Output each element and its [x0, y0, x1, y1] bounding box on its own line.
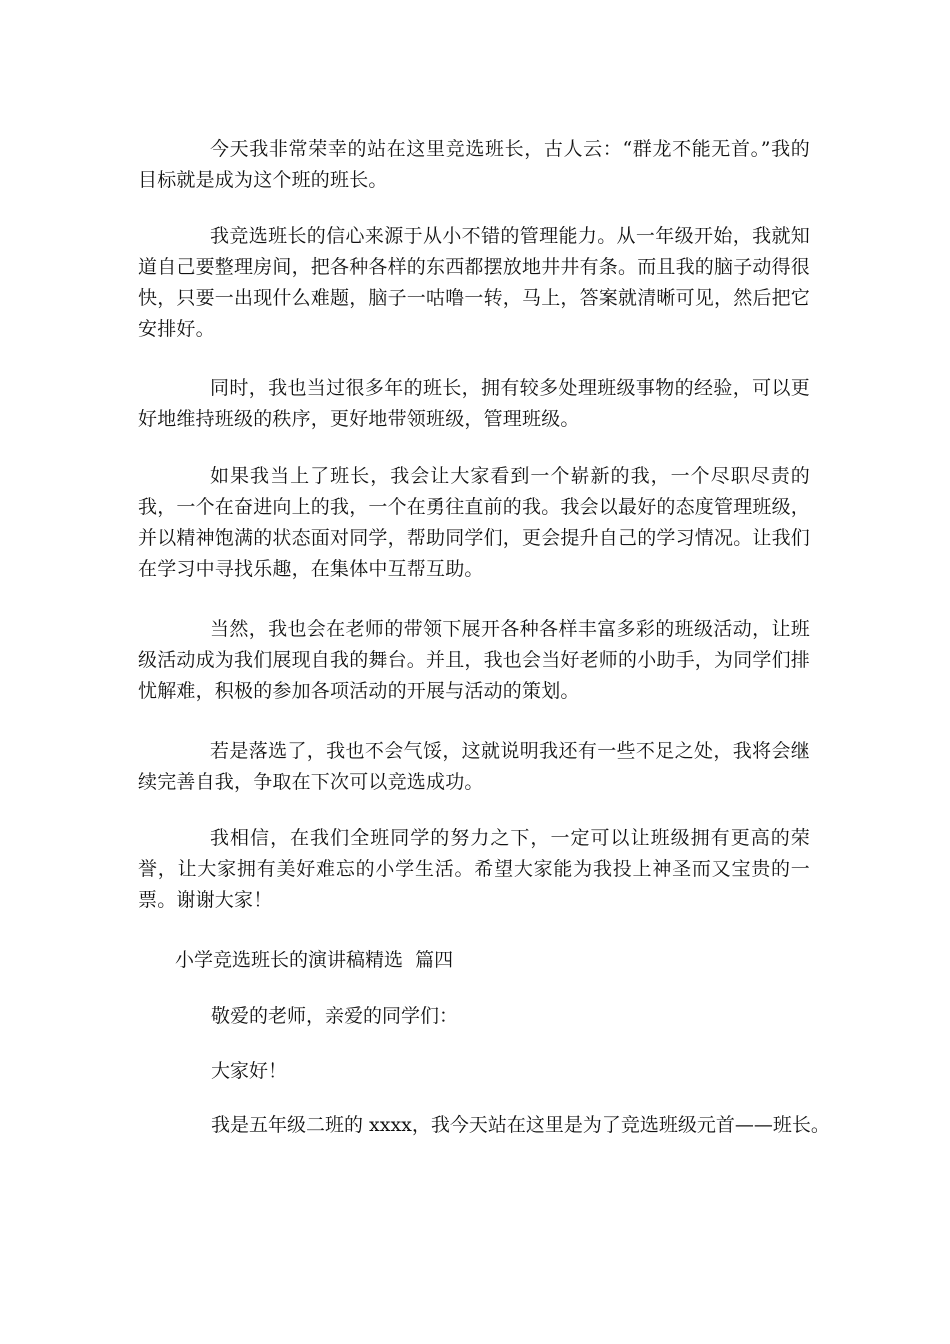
paragraph-goal: 今天我非常荣幸的站在这里竞选班长，古人云：“群龙不能无首。”我的目标就是成为这个班的班长。: [138, 138, 810, 191]
paragraph-promise: 如果我当上了班长，我会让大家看到一个崭新的我，一个尽职尽责的我，一个在奋进向上的我，一个在勇往直前的我。我会以最好的态度管理班级，并以精神饱满的状态面对同学，帮助同学们，更会提升自己的学习情况。让我们在学习中寻找乐趣，在集体中互帮互助。: [138, 465, 811, 580]
section-heading: 小学竞选班长的演讲稿精选 篇四: [175, 949, 454, 971]
intro-line: 我是五年级二班的 xxxx，我今天站在这里是为了竞选班级元首——班长。: [211, 1114, 830, 1136]
paragraph-activities: 当然，我也会在老师的带领下展开各种各样丰富多彩的班级活动，让班级活动成为我们展现自我的舞台。并且，我也会当好老师的小助手，为同学们排忧解难，积极的参加各项活动的开展与活动的策划。: [138, 618, 811, 702]
paragraph-closing: 我相信，在我们全班同学的努力之下，一定可以让班级拥有更高的荣誉，让大家拥有美好难忘的小学生活。希望大家能为我投上神圣而又宝贵的一票。谢谢大家！: [138, 827, 810, 911]
paragraph-if-lose: 若是落选了，我也不会气馁，这就说明我还有一些不足之处，我将会继续完善自我，争取在下次可以竞选成功。: [138, 740, 810, 793]
paragraph-confidence: 我竞选班长的信心来源于从小不错的管理能力。从一年级开始，我就知道自己要整理房间，把各种各样的东西都摆放地井井有条。而且我的脑子动得很快，只要一出现什么难题，脑子一咕噜一转，马上，答案就清晰可见，然后把它安排好。: [138, 225, 811, 340]
paragraph-experience: 同时，我也当过很多年的班长，拥有较多处理班级事物的经验，可以更好地维持班级的秩序，更好地带领班级，管理班级。: [138, 377, 810, 430]
greeting-line: 敬爱的老师，亲爱的同学们：: [211, 1005, 459, 1027]
hello-line: 大家好！: [211, 1060, 288, 1082]
